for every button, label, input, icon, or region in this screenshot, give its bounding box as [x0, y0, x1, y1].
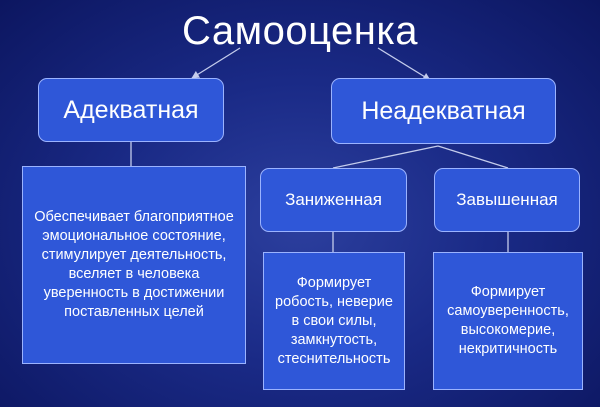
connector-inadequate-high: [438, 146, 508, 168]
node-low-label: Заниженная: [285, 190, 382, 209]
node-adequate: [38, 78, 224, 142]
node-low-description: [263, 252, 405, 390]
high-description-text: Формирует самоуверенность, высокомерие, некритичность: [447, 284, 569, 357]
node-high: [434, 168, 580, 232]
node-low: [260, 168, 407, 232]
node-inadequate-label: Неадекватная: [361, 97, 526, 125]
low-description-text: Формирует робость, неверие в свои силы, замкнутость, стеснительность: [275, 274, 393, 367]
adequate-description-text: Обеспечивает благоприятное эмоциональное состояние, стимулирует деятельность, вселяет в человека уверенность в достижении поставленных целей: [34, 209, 234, 320]
node-high-label: Завышенная: [456, 190, 558, 209]
diagram-title: Самооценка: [182, 9, 418, 53]
connector-inadequate-low: [333, 146, 438, 168]
node-high-description: [433, 252, 583, 390]
node-inadequate: [331, 78, 556, 144]
node-adequate-description: [22, 166, 246, 364]
node-adequate-label: Адекватная: [63, 96, 199, 124]
